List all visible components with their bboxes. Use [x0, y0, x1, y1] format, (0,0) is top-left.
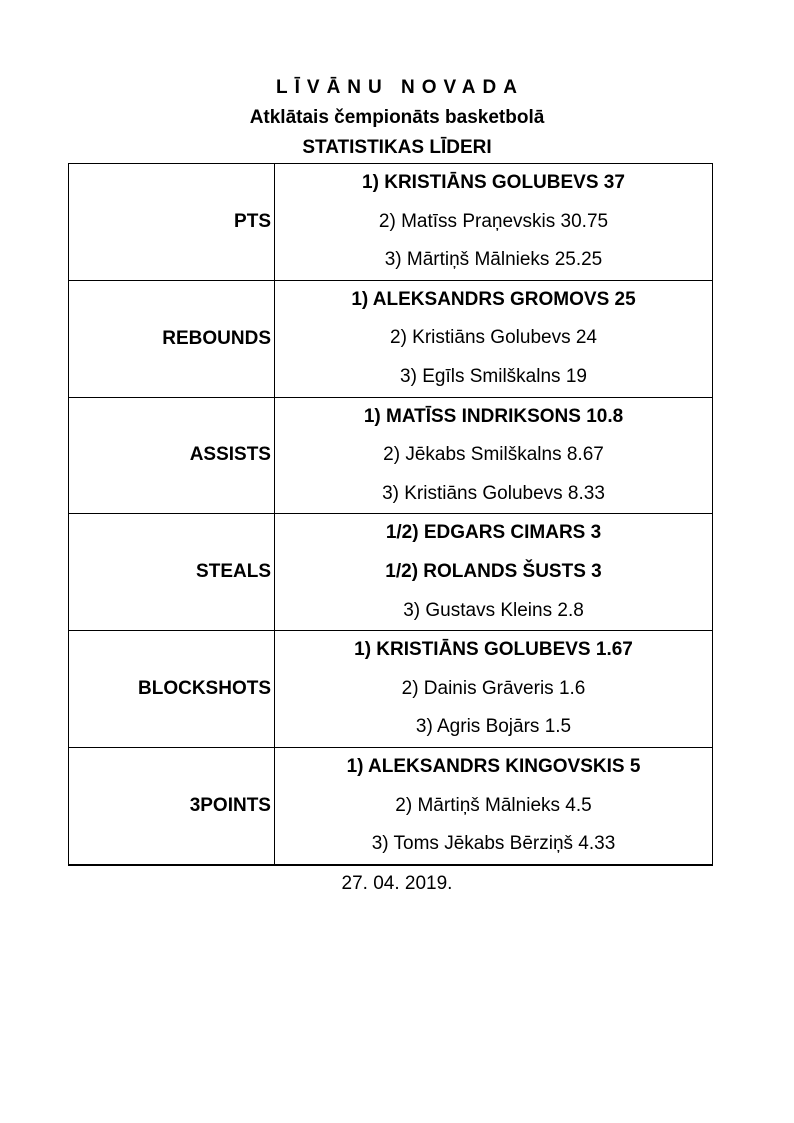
- category-row: [69, 164, 713, 281]
- leader-entry: 3) Kristiāns Golubevs 8.33: [382, 482, 605, 504]
- statistics-leaders-table: [68, 163, 713, 866]
- leader-entry: 2) Kristiāns Golubevs 24: [390, 327, 597, 349]
- category-name: REBOUNDS: [69, 280, 275, 397]
- leader-list: [275, 631, 712, 747]
- leader-list: [275, 281, 712, 397]
- championship-subtitle: Atklātais čempionāts basketbolā: [249, 107, 545, 128]
- document-date: 27. 04. 2019.: [341, 873, 453, 894]
- leader-entry: 2) Dainis Grāveris 1.6: [401, 677, 586, 699]
- category-leaders: [275, 514, 713, 631]
- category-row: [69, 747, 713, 864]
- category-row: [69, 631, 713, 748]
- category-name: ASSISTS: [69, 397, 275, 514]
- leader-entry: 2) Mārtiņš Mālnieks 4.5: [395, 794, 592, 816]
- category-leaders: [275, 397, 713, 514]
- leader-entry: 1) ALEKSANDRS KINGOVSKIS 5: [346, 755, 641, 777]
- category-row: [69, 397, 713, 514]
- leader-entry: 2) Matīss Praņevskis 30.75: [378, 210, 609, 232]
- leader-list: [275, 164, 712, 280]
- leader-entry: 1) KRISTIĀNS GOLUBEVS 37: [362, 172, 625, 193]
- category-leaders: [275, 631, 713, 748]
- leader-entry: 1/2) ROLANDS ŠUSTS 3: [385, 560, 602, 582]
- leader-entry: 3) Mārtiņš Mālnieks 25.25: [384, 249, 603, 271]
- category-name: 3POINTS: [69, 747, 275, 864]
- leader-list: [275, 398, 712, 514]
- category-leaders: [275, 280, 713, 397]
- leader-entry: 1/2) EDGARS CIMARS 3: [385, 522, 602, 544]
- leader-list: [275, 514, 712, 630]
- leader-entry: 1) ALEKSANDRS GROMOVS 25: [351, 288, 636, 310]
- category-leaders: [275, 164, 713, 281]
- leader-entry: 2) Jēkabs Smilškalns 8.67: [383, 444, 604, 466]
- leader-entry: 1) MATĪSS INDRIKSONS 10.8: [363, 405, 624, 427]
- leader-entry: 3) Gustavs Kleins 2.8: [403, 599, 584, 621]
- leader-entry: 3) Agris Bojārs 1.5: [415, 716, 572, 738]
- leader-entry: 3) Toms Jēkabs Bērziņš 4.33: [371, 833, 616, 855]
- statistics-table-body: [69, 164, 713, 865]
- category-row: [69, 280, 713, 397]
- leader-entry: 3) Egīls Smilškalns 19: [400, 365, 587, 387]
- category-row: [69, 514, 713, 631]
- leader-list: [275, 748, 712, 864]
- leader-entry: 1) KRISTIĀNS GOLUBEVS 1.67: [354, 639, 633, 661]
- category-name: BLOCKSHOTS: [69, 631, 275, 748]
- organization-title: LĪVĀNU NOVADA: [276, 77, 524, 98]
- page-title: STATISTIKAS LĪDERI: [302, 137, 492, 158]
- category-leaders: [275, 747, 713, 864]
- category-name: STEALS: [69, 514, 275, 631]
- category-name: PTS: [69, 164, 275, 281]
